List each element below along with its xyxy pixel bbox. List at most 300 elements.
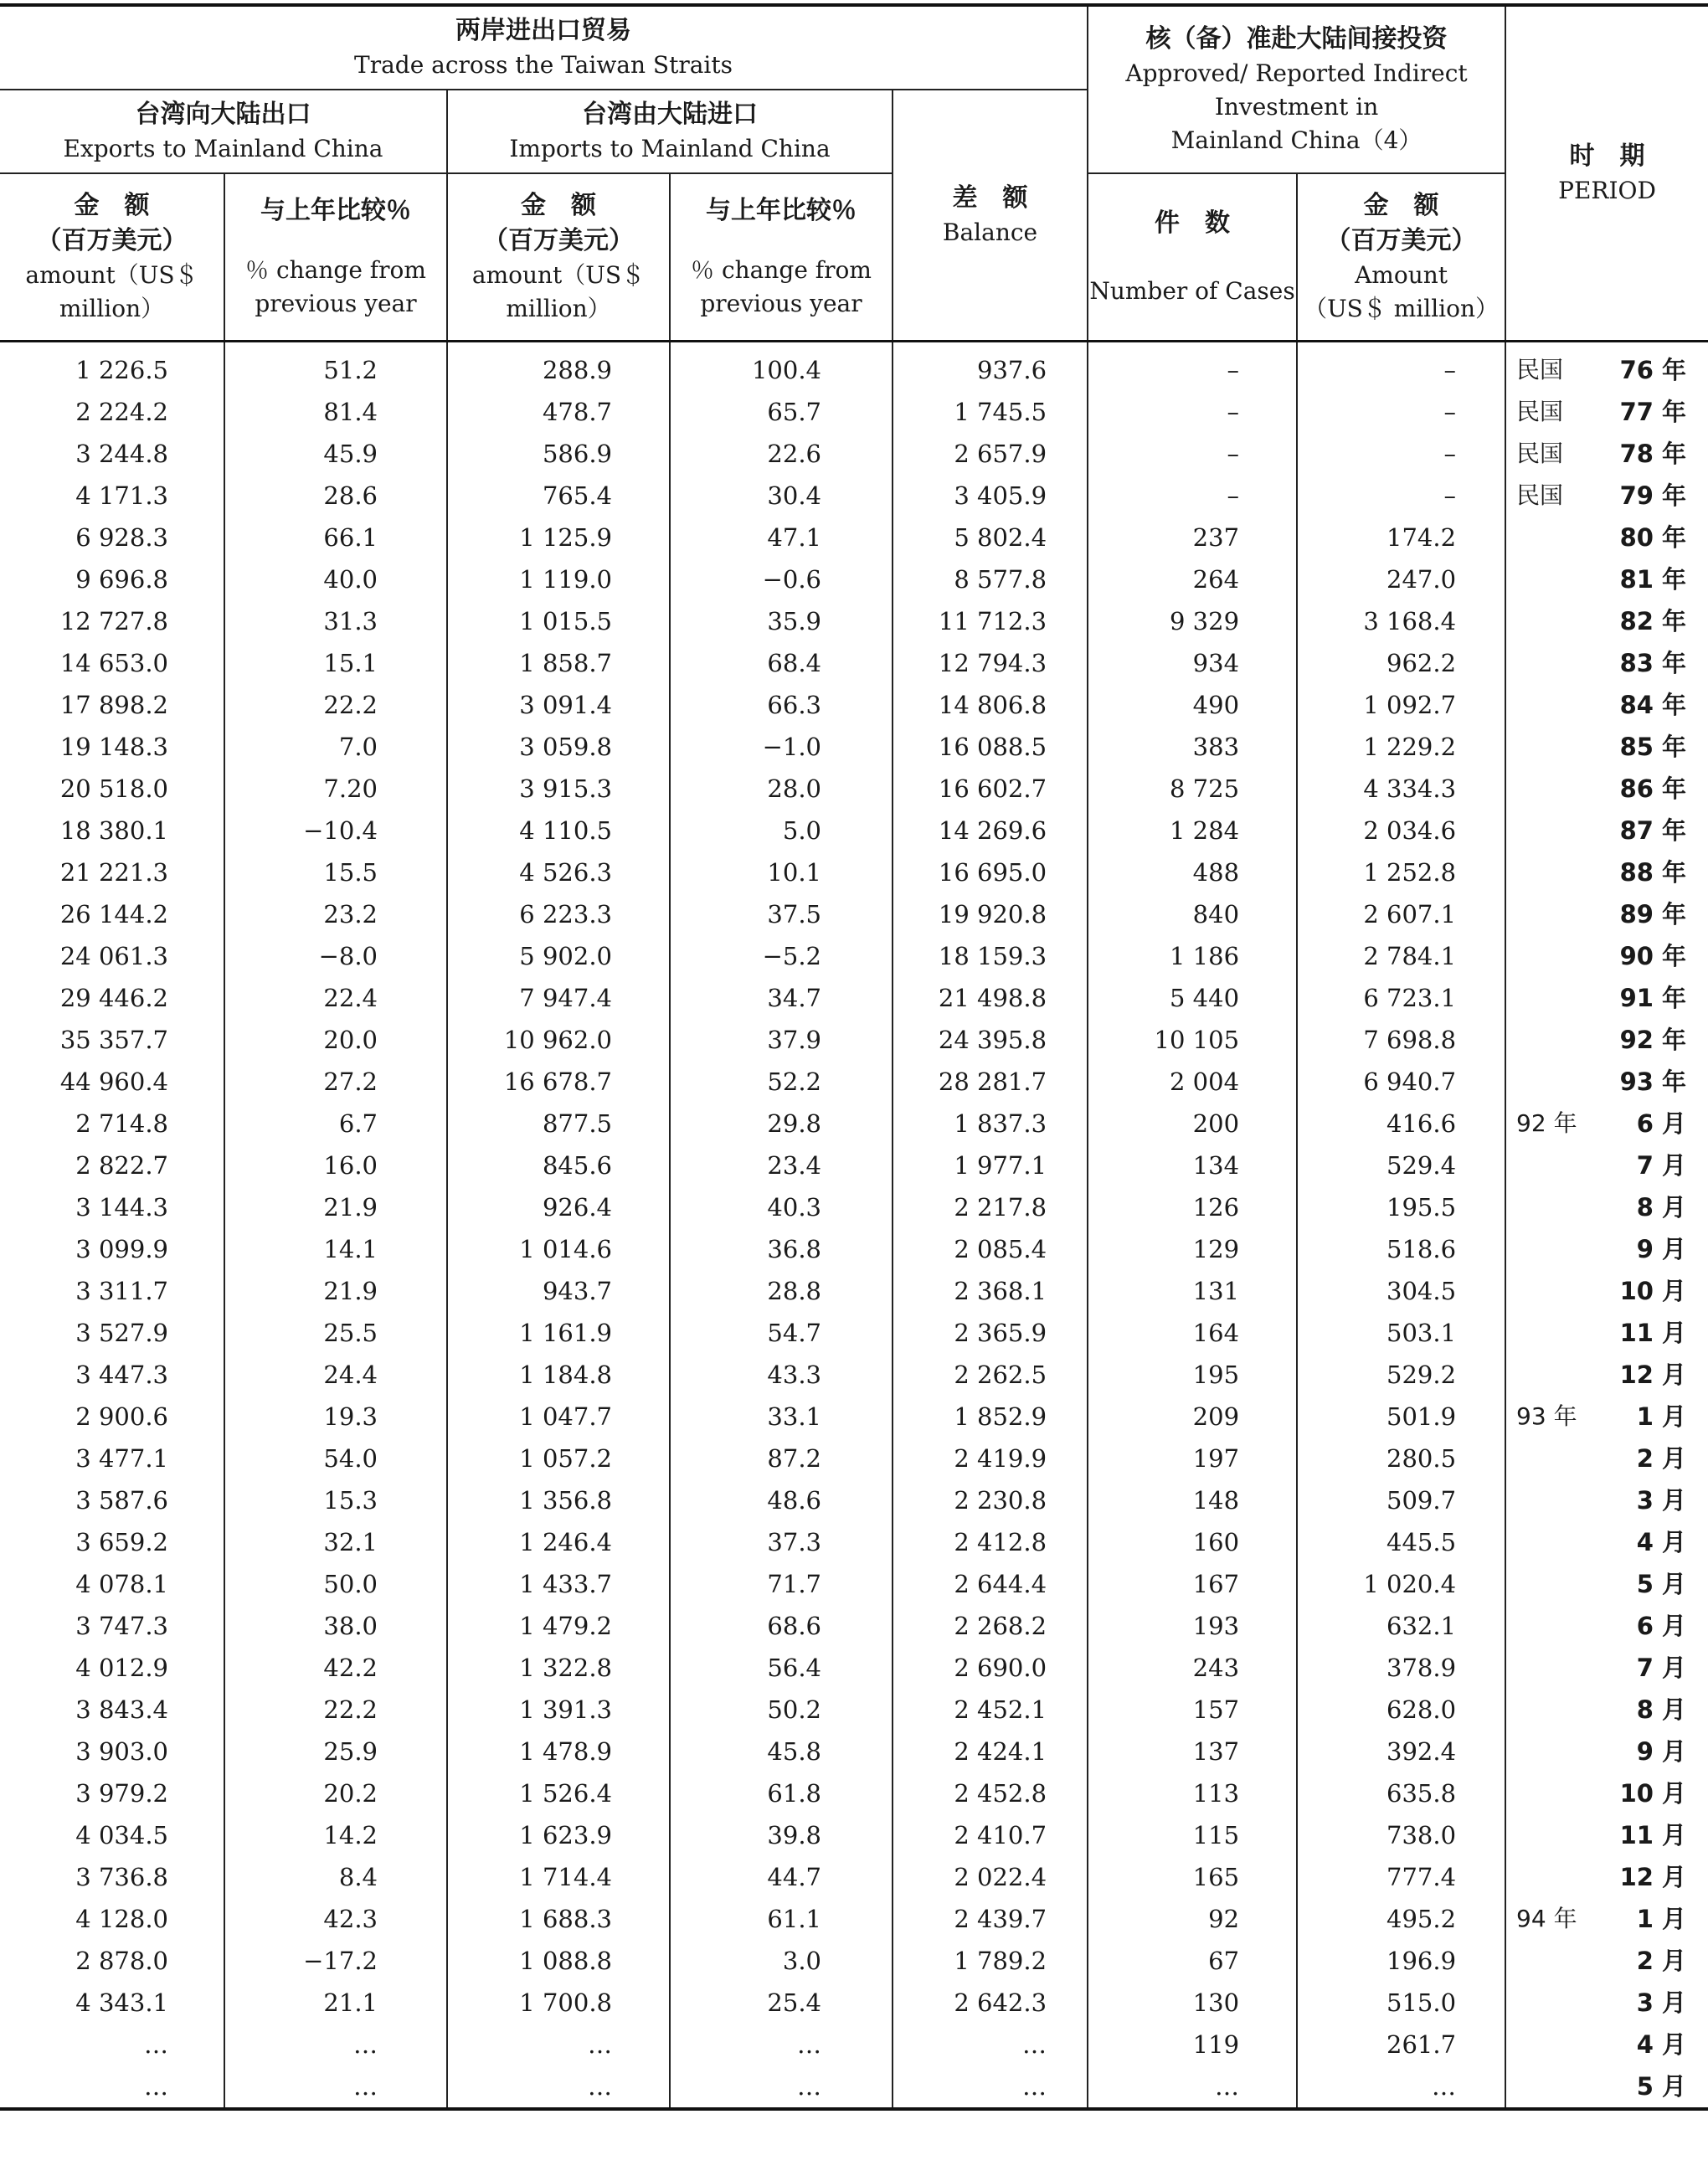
export-change-cell: 32.1 bbox=[224, 1521, 447, 1563]
import-amount-cell: 1 047.7 bbox=[447, 1396, 670, 1438]
period-label: 78 年 bbox=[1619, 440, 1687, 468]
import-change-cell: 35.9 bbox=[670, 600, 893, 642]
import-amount-cell: 1 014.6 bbox=[447, 1228, 670, 1270]
period-prefix: 93 年 bbox=[1516, 1402, 1577, 1430]
investment-amount-cell: 174.2 bbox=[1297, 517, 1505, 558]
import-amount-cell: … bbox=[447, 2065, 670, 2109]
table-row bbox=[0, 726, 1708, 768]
balance-cell: 2 365.9 bbox=[893, 1312, 1088, 1354]
investment-amount-cell: 962.2 bbox=[1297, 642, 1505, 684]
cases-cell: 115 bbox=[1088, 1814, 1297, 1856]
export-change-en1: ％ change from bbox=[245, 256, 426, 284]
balance-cell: 1 977.1 bbox=[893, 1145, 1088, 1186]
period-label: 2 月 bbox=[1636, 1444, 1687, 1473]
balance-cell: 2 410.7 bbox=[893, 1814, 1088, 1856]
import-amount-cell: 1 478.9 bbox=[447, 1731, 670, 1772]
period-cell bbox=[1505, 1814, 1708, 1856]
cases-cell: 209 bbox=[1088, 1396, 1297, 1438]
import-amount-cell: 877.5 bbox=[447, 1103, 670, 1145]
period-cell bbox=[1505, 475, 1708, 517]
export-amount-header bbox=[0, 173, 224, 342]
export-change-cell: 22.2 bbox=[224, 1689, 447, 1731]
balance-cell: 2 452.8 bbox=[893, 1772, 1088, 1814]
table-row bbox=[0, 1228, 1708, 1270]
balance-cell: 28 281.7 bbox=[893, 1061, 1088, 1103]
import-change-cell: 68.6 bbox=[670, 1605, 893, 1647]
table-row bbox=[0, 1312, 1708, 1354]
table-row bbox=[0, 1731, 1708, 1772]
cases-cell: 134 bbox=[1088, 1145, 1297, 1186]
import-amount-cell: 1 858.7 bbox=[447, 642, 670, 684]
export-amount-cell: 44 960.4 bbox=[0, 1061, 224, 1103]
table-row bbox=[0, 935, 1708, 977]
trade-header-zh: 两岸进出口贸易 bbox=[455, 16, 632, 45]
table-row bbox=[0, 1019, 1708, 1061]
export-change-cell: 27.2 bbox=[224, 1061, 447, 1103]
period-cell bbox=[1505, 433, 1708, 475]
export-change-cell: 24.4 bbox=[224, 1354, 447, 1396]
import-amount-cell: 7 947.4 bbox=[447, 977, 670, 1019]
investment-header-en2: Investment in bbox=[1214, 93, 1379, 121]
period-cell bbox=[1505, 1228, 1708, 1270]
table-row bbox=[0, 391, 1708, 433]
investment-amount-cell: 632.1 bbox=[1297, 1605, 1505, 1647]
cases-cell: 126 bbox=[1088, 1186, 1297, 1228]
import-amount-cell: … bbox=[447, 2024, 670, 2065]
period-label: 82 年 bbox=[1619, 607, 1687, 635]
cases-cell: 130 bbox=[1088, 1982, 1297, 2024]
period-cell bbox=[1505, 935, 1708, 977]
import-amount-cell: 1 184.8 bbox=[447, 1354, 670, 1396]
export-change-cell: 20.2 bbox=[224, 1772, 447, 1814]
import-amount-cell: 16 678.7 bbox=[447, 1061, 670, 1103]
export-amount-cell: 4 078.1 bbox=[0, 1563, 224, 1605]
period-cell bbox=[1505, 2024, 1708, 2065]
import-change-cell: 65.7 bbox=[670, 391, 893, 433]
import-amount-cell: 3 091.4 bbox=[447, 684, 670, 726]
period-label: 9 月 bbox=[1636, 1235, 1687, 1263]
period-cell bbox=[1505, 1898, 1708, 1940]
balance-cell: 3 405.9 bbox=[893, 475, 1088, 517]
period-prefix: 民国 bbox=[1516, 440, 1564, 467]
period-label: 11 月 bbox=[1619, 1319, 1687, 1347]
import-change-cell: 3.0 bbox=[670, 1940, 893, 1982]
balance-cell: 2 217.8 bbox=[893, 1186, 1088, 1228]
table-row bbox=[0, 1898, 1708, 1940]
investment-amount-cell: 777.4 bbox=[1297, 1856, 1505, 1898]
balance-cell: 18 159.3 bbox=[893, 935, 1088, 977]
table-row bbox=[0, 1270, 1708, 1312]
inv-amount-zh2: （百万美元） bbox=[1325, 226, 1477, 255]
balance-cell: 2 268.2 bbox=[893, 1605, 1088, 1647]
export-amount-cell: 3 527.9 bbox=[0, 1312, 224, 1354]
cases-cell: 840 bbox=[1088, 893, 1297, 935]
table-row bbox=[0, 810, 1708, 851]
export-amount-cell: 1 226.5 bbox=[0, 342, 224, 392]
table-row bbox=[0, 1354, 1708, 1396]
export-amount-cell: … bbox=[0, 2024, 224, 2065]
investment-amount-cell: 195.5 bbox=[1297, 1186, 1505, 1228]
investment-amount-cell: 7 698.8 bbox=[1297, 1019, 1505, 1061]
investment-amount-cell: 6 940.7 bbox=[1297, 1061, 1505, 1103]
imports-header bbox=[447, 90, 893, 173]
export-change-cell: 42.2 bbox=[224, 1647, 447, 1689]
table-row bbox=[0, 1396, 1708, 1438]
cases-cell: 157 bbox=[1088, 1689, 1297, 1731]
table-row bbox=[0, 1982, 1708, 2024]
export-amount-cell: 3 244.8 bbox=[0, 433, 224, 475]
period-cell bbox=[1505, 893, 1708, 935]
period-prefix: 92 年 bbox=[1516, 1109, 1577, 1137]
import-change-cell: 100.4 bbox=[670, 342, 893, 392]
period-label: 3 月 bbox=[1636, 1486, 1687, 1515]
export-change-cell: 22.2 bbox=[224, 684, 447, 726]
investment-header-zh: 核（备）准赴大陆间接投资 bbox=[1145, 24, 1448, 54]
export-change-cell: 25.5 bbox=[224, 1312, 447, 1354]
export-amount-cell: 4 128.0 bbox=[0, 1898, 224, 1940]
table-row bbox=[0, 475, 1708, 517]
cases-cell: 1 284 bbox=[1088, 810, 1297, 851]
period-cell bbox=[1505, 810, 1708, 851]
period-cell bbox=[1505, 1270, 1708, 1312]
export-change-cell: 15.5 bbox=[224, 851, 447, 893]
import-change-cell: 29.8 bbox=[670, 1103, 893, 1145]
balance-cell: 2 657.9 bbox=[893, 433, 1088, 475]
table-row bbox=[0, 1521, 1708, 1563]
import-change-cell: 33.1 bbox=[670, 1396, 893, 1438]
investment-amount-cell: 6 723.1 bbox=[1297, 977, 1505, 1019]
period-label: 85 年 bbox=[1619, 733, 1687, 761]
period-label: 1 月 bbox=[1636, 1905, 1687, 1933]
investment-amount-cell: – bbox=[1297, 475, 1505, 517]
import-amount-cell: 1 322.8 bbox=[447, 1647, 670, 1689]
cases-cell: 67 bbox=[1088, 1940, 1297, 1982]
export-change-cell: 38.0 bbox=[224, 1605, 447, 1647]
investment-amount-cell: 2 784.1 bbox=[1297, 935, 1505, 977]
export-change-cell: … bbox=[224, 2065, 447, 2109]
period-label: 91 年 bbox=[1619, 984, 1687, 1012]
investment-amount-cell: 1 020.4 bbox=[1297, 1563, 1505, 1605]
import-amount-cell: 478.7 bbox=[447, 391, 670, 433]
period-header-zh: 时 期 bbox=[1569, 141, 1645, 171]
table-body bbox=[0, 342, 1708, 2110]
table-row bbox=[0, 1647, 1708, 1689]
period-cell bbox=[1505, 642, 1708, 684]
balance-header-zh: 差 额 bbox=[952, 183, 1028, 213]
cases-cell: 197 bbox=[1088, 1438, 1297, 1479]
import-amount-cell: 6 223.3 bbox=[447, 893, 670, 935]
period-label: 10 月 bbox=[1619, 1779, 1687, 1808]
import-amount-en1: amount（US＄ bbox=[471, 261, 646, 289]
import-change-cell: 40.3 bbox=[670, 1186, 893, 1228]
cases-cell: 148 bbox=[1088, 1479, 1297, 1521]
investment-amount-cell: 247.0 bbox=[1297, 558, 1505, 600]
export-amount-en1: amount（US＄ bbox=[25, 261, 198, 289]
balance-cell: 2 642.3 bbox=[893, 1982, 1088, 2024]
period-cell bbox=[1505, 1396, 1708, 1438]
export-change-cell: 25.9 bbox=[224, 1731, 447, 1772]
export-change-cell: 8.4 bbox=[224, 1856, 447, 1898]
period-label: 5 月 bbox=[1636, 2072, 1687, 2101]
export-amount-cell: 21 221.3 bbox=[0, 851, 224, 893]
cases-cell: 264 bbox=[1088, 558, 1297, 600]
export-amount-cell: … bbox=[0, 2065, 224, 2109]
export-change-cell: 81.4 bbox=[224, 391, 447, 433]
investment-amount-cell: 392.4 bbox=[1297, 1731, 1505, 1772]
export-amount-cell: 4 034.5 bbox=[0, 1814, 224, 1856]
balance-cell: 2 085.4 bbox=[893, 1228, 1088, 1270]
cases-cell: 113 bbox=[1088, 1772, 1297, 1814]
trade-header-en: Trade across the Taiwan Straits bbox=[354, 51, 733, 79]
cases-cell: 164 bbox=[1088, 1312, 1297, 1354]
period-cell bbox=[1505, 1982, 1708, 2024]
import-change-cell: 48.6 bbox=[670, 1479, 893, 1521]
import-amount-cell: 288.9 bbox=[447, 342, 670, 392]
import-change-cell: −5.2 bbox=[670, 935, 893, 977]
investment-amount-cell: 416.6 bbox=[1297, 1103, 1505, 1145]
cases-cell: 934 bbox=[1088, 642, 1297, 684]
period-cell bbox=[1505, 517, 1708, 558]
balance-cell: 1 852.9 bbox=[893, 1396, 1088, 1438]
import-change-cell: 71.7 bbox=[670, 1563, 893, 1605]
period-label: 12 月 bbox=[1619, 1361, 1687, 1389]
investment-amount-cell: 518.6 bbox=[1297, 1228, 1505, 1270]
export-amount-cell: 2 822.7 bbox=[0, 1145, 224, 1186]
investment-amount-cell: – bbox=[1297, 342, 1505, 392]
import-change-cell: 37.3 bbox=[670, 1521, 893, 1563]
export-amount-cell: 3 843.4 bbox=[0, 1689, 224, 1731]
cases-cell: 243 bbox=[1088, 1647, 1297, 1689]
export-amount-cell: 2 878.0 bbox=[0, 1940, 224, 1982]
investment-amount-cell: 738.0 bbox=[1297, 1814, 1505, 1856]
export-change-cell: … bbox=[224, 2024, 447, 2065]
exports-header bbox=[0, 90, 447, 173]
inv-amount-en1: Amount bbox=[1355, 261, 1448, 289]
import-change-cell: 23.4 bbox=[670, 1145, 893, 1186]
import-change-cell: 22.6 bbox=[670, 433, 893, 475]
table-row bbox=[0, 1940, 1708, 1982]
table-row bbox=[0, 1772, 1708, 1814]
export-change-cell: 20.0 bbox=[224, 1019, 447, 1061]
balance-cell: … bbox=[893, 2024, 1088, 2065]
export-amount-cell: 6 928.3 bbox=[0, 517, 224, 558]
import-amount-cell: 4 110.5 bbox=[447, 810, 670, 851]
investment-amount-cell: 2 034.6 bbox=[1297, 810, 1505, 851]
import-amount-cell: 845.6 bbox=[447, 1145, 670, 1186]
investment-amount-cell: 445.5 bbox=[1297, 1521, 1505, 1563]
export-change-cell: 21.9 bbox=[224, 1186, 447, 1228]
balance-cell: 12 794.3 bbox=[893, 642, 1088, 684]
import-amount-cell: 1 700.8 bbox=[447, 1982, 670, 2024]
export-amount-cell: 29 446.2 bbox=[0, 977, 224, 1019]
period-cell bbox=[1505, 1061, 1708, 1103]
period-cell bbox=[1505, 600, 1708, 642]
import-change-cell: 37.9 bbox=[670, 1019, 893, 1061]
investment-amount-cell: 4 334.3 bbox=[1297, 768, 1505, 810]
investment-amount-cell: 509.7 bbox=[1297, 1479, 1505, 1521]
balance-header-en: Balance bbox=[942, 219, 1038, 246]
export-amount-cell: 20 518.0 bbox=[0, 768, 224, 810]
cases-cell: 119 bbox=[1088, 2024, 1297, 2065]
import-change-cell: 44.7 bbox=[670, 1856, 893, 1898]
period-label: 77 年 bbox=[1619, 398, 1687, 426]
export-change-cell: 21.1 bbox=[224, 1982, 447, 2024]
table-row bbox=[0, 1856, 1708, 1898]
export-change-cell: 14.1 bbox=[224, 1228, 447, 1270]
cases-cell: 167 bbox=[1088, 1563, 1297, 1605]
import-amount-cell: 3 059.8 bbox=[447, 726, 670, 768]
import-change-cell: 5.0 bbox=[670, 810, 893, 851]
balance-cell: 21 498.8 bbox=[893, 977, 1088, 1019]
balance-cell: 24 395.8 bbox=[893, 1019, 1088, 1061]
investment-amount-cell: 1 092.7 bbox=[1297, 684, 1505, 726]
balance-cell: 937.6 bbox=[893, 342, 1088, 392]
period-cell bbox=[1505, 1689, 1708, 1731]
table-row bbox=[0, 1605, 1708, 1647]
cases-cell: 129 bbox=[1088, 1228, 1297, 1270]
period-cell bbox=[1505, 977, 1708, 1019]
period-prefix: 民国 bbox=[1516, 356, 1564, 383]
export-amount-cell: 26 144.2 bbox=[0, 893, 224, 935]
period-label: 4 月 bbox=[1636, 2030, 1687, 2059]
period-label: 90 年 bbox=[1619, 942, 1687, 970]
table-row bbox=[0, 1061, 1708, 1103]
export-change-cell: 45.9 bbox=[224, 433, 447, 475]
import-change-cell: … bbox=[670, 2024, 893, 2065]
export-amount-cell: 2 224.2 bbox=[0, 391, 224, 433]
import-amount-cell: 1 688.3 bbox=[447, 1898, 670, 1940]
table-row bbox=[0, 600, 1708, 642]
investment-amount-cell: 635.8 bbox=[1297, 1772, 1505, 1814]
cases-cell: 383 bbox=[1088, 726, 1297, 768]
investment-amount-cell: 3 168.4 bbox=[1297, 600, 1505, 642]
period-cell bbox=[1505, 1186, 1708, 1228]
export-amount-cell: 3 311.7 bbox=[0, 1270, 224, 1312]
period-label: 93 年 bbox=[1619, 1067, 1687, 1096]
import-change-en1: ％ change from bbox=[691, 256, 872, 284]
balance-cell: 11 712.3 bbox=[893, 600, 1088, 642]
export-amount-zh2: （百万美元） bbox=[36, 226, 188, 255]
balance-cell: 14 269.6 bbox=[893, 810, 1088, 851]
inv-amount-en2: （US＄ million） bbox=[1304, 295, 1500, 322]
table-row bbox=[0, 517, 1708, 558]
export-change-cell: 14.2 bbox=[224, 1814, 447, 1856]
exports-header-zh: 台湾向大陆出口 bbox=[135, 100, 311, 129]
imports-header-en: Imports to Mainland China bbox=[509, 135, 831, 162]
table-row bbox=[0, 684, 1708, 726]
import-change-cell: 43.3 bbox=[670, 1354, 893, 1396]
table-row bbox=[0, 2024, 1708, 2065]
period-label: 7 月 bbox=[1636, 1151, 1687, 1180]
table-row bbox=[0, 851, 1708, 893]
cases-cell: 490 bbox=[1088, 684, 1297, 726]
export-change-en2: previous year bbox=[255, 290, 417, 317]
balance-cell: 1 789.2 bbox=[893, 1940, 1088, 1982]
export-change-cell: 42.3 bbox=[224, 1898, 447, 1940]
import-amount-cell: 926.4 bbox=[447, 1186, 670, 1228]
table-row bbox=[0, 1563, 1708, 1605]
export-change-header bbox=[224, 173, 447, 342]
cases-cell: – bbox=[1088, 391, 1297, 433]
import-change-cell: 28.0 bbox=[670, 768, 893, 810]
period-cell bbox=[1505, 1145, 1708, 1186]
period-cell bbox=[1505, 768, 1708, 810]
balance-cell: 2 262.5 bbox=[893, 1354, 1088, 1396]
export-amount-cell: 12 727.8 bbox=[0, 600, 224, 642]
import-change-cell: 45.8 bbox=[670, 1731, 893, 1772]
import-amount-header bbox=[447, 173, 670, 342]
balance-cell: 2 419.9 bbox=[893, 1438, 1088, 1479]
export-amount-cell: 2 900.6 bbox=[0, 1396, 224, 1438]
period-cell bbox=[1505, 391, 1708, 433]
export-change-cell: 7.20 bbox=[224, 768, 447, 810]
period-cell bbox=[1505, 558, 1708, 600]
export-change-cell: 22.4 bbox=[224, 977, 447, 1019]
balance-cell: 2 439.7 bbox=[893, 1898, 1088, 1940]
period-label: 6 月 bbox=[1636, 1612, 1687, 1640]
table-row bbox=[0, 1438, 1708, 1479]
investment-amount-cell: 1 252.8 bbox=[1297, 851, 1505, 893]
exports-header-en: Exports to Mainland China bbox=[63, 135, 383, 162]
import-amount-cell: 765.4 bbox=[447, 475, 670, 517]
investment-group-header bbox=[1088, 5, 1505, 173]
investment-amount-cell: 628.0 bbox=[1297, 1689, 1505, 1731]
period-label: 5 月 bbox=[1636, 1570, 1687, 1598]
export-change-cell: 50.0 bbox=[224, 1563, 447, 1605]
export-amount-cell: 3 747.3 bbox=[0, 1605, 224, 1647]
investment-amount-cell: … bbox=[1297, 2065, 1505, 2109]
import-change-cell: 39.8 bbox=[670, 1814, 893, 1856]
cases-cell: 9 329 bbox=[1088, 600, 1297, 642]
balance-cell: 2 452.1 bbox=[893, 1689, 1088, 1731]
investment-header-en3: Mainland China（4） bbox=[1170, 126, 1422, 154]
imports-header-zh: 台湾由大陆进口 bbox=[582, 100, 758, 129]
table-row bbox=[0, 1186, 1708, 1228]
import-change-cell: 87.2 bbox=[670, 1438, 893, 1479]
export-change-cell: 66.1 bbox=[224, 517, 447, 558]
export-amount-cell: 3 903.0 bbox=[0, 1731, 224, 1772]
import-amount-cell: 1 479.2 bbox=[447, 1605, 670, 1647]
table-row bbox=[0, 1689, 1708, 1731]
investment-amount-cell: – bbox=[1297, 433, 1505, 475]
import-amount-cell: 1 433.7 bbox=[447, 1563, 670, 1605]
period-label: 11 月 bbox=[1619, 1821, 1687, 1849]
cases-cell: 1 186 bbox=[1088, 935, 1297, 977]
period-cell bbox=[1505, 1647, 1708, 1689]
import-amount-cell: 5 902.0 bbox=[447, 935, 670, 977]
period-label: 9 月 bbox=[1636, 1737, 1687, 1766]
export-change-cell: 54.0 bbox=[224, 1438, 447, 1479]
period-label: 81 年 bbox=[1619, 565, 1687, 594]
cases-cell: – bbox=[1088, 433, 1297, 475]
cases-cell: 131 bbox=[1088, 1270, 1297, 1312]
import-amount-cell: 1 623.9 bbox=[447, 1814, 670, 1856]
period-cell bbox=[1505, 1438, 1708, 1479]
import-amount-cell: 1 057.2 bbox=[447, 1438, 670, 1479]
table-row bbox=[0, 1814, 1708, 1856]
import-change-cell: −0.6 bbox=[670, 558, 893, 600]
export-change-cell: 40.0 bbox=[224, 558, 447, 600]
export-amount-en2: million） bbox=[59, 295, 165, 322]
period-label: 79 年 bbox=[1619, 481, 1687, 510]
period-header-en: PERIOD bbox=[1558, 177, 1656, 204]
export-amount-cell: 4 012.9 bbox=[0, 1647, 224, 1689]
inv-amount-zh1: 金 额 bbox=[1363, 191, 1439, 220]
period-label: 88 年 bbox=[1619, 858, 1687, 887]
cases-cell: – bbox=[1088, 342, 1297, 392]
period-cell bbox=[1505, 1479, 1708, 1521]
period-label: 87 年 bbox=[1619, 816, 1687, 845]
